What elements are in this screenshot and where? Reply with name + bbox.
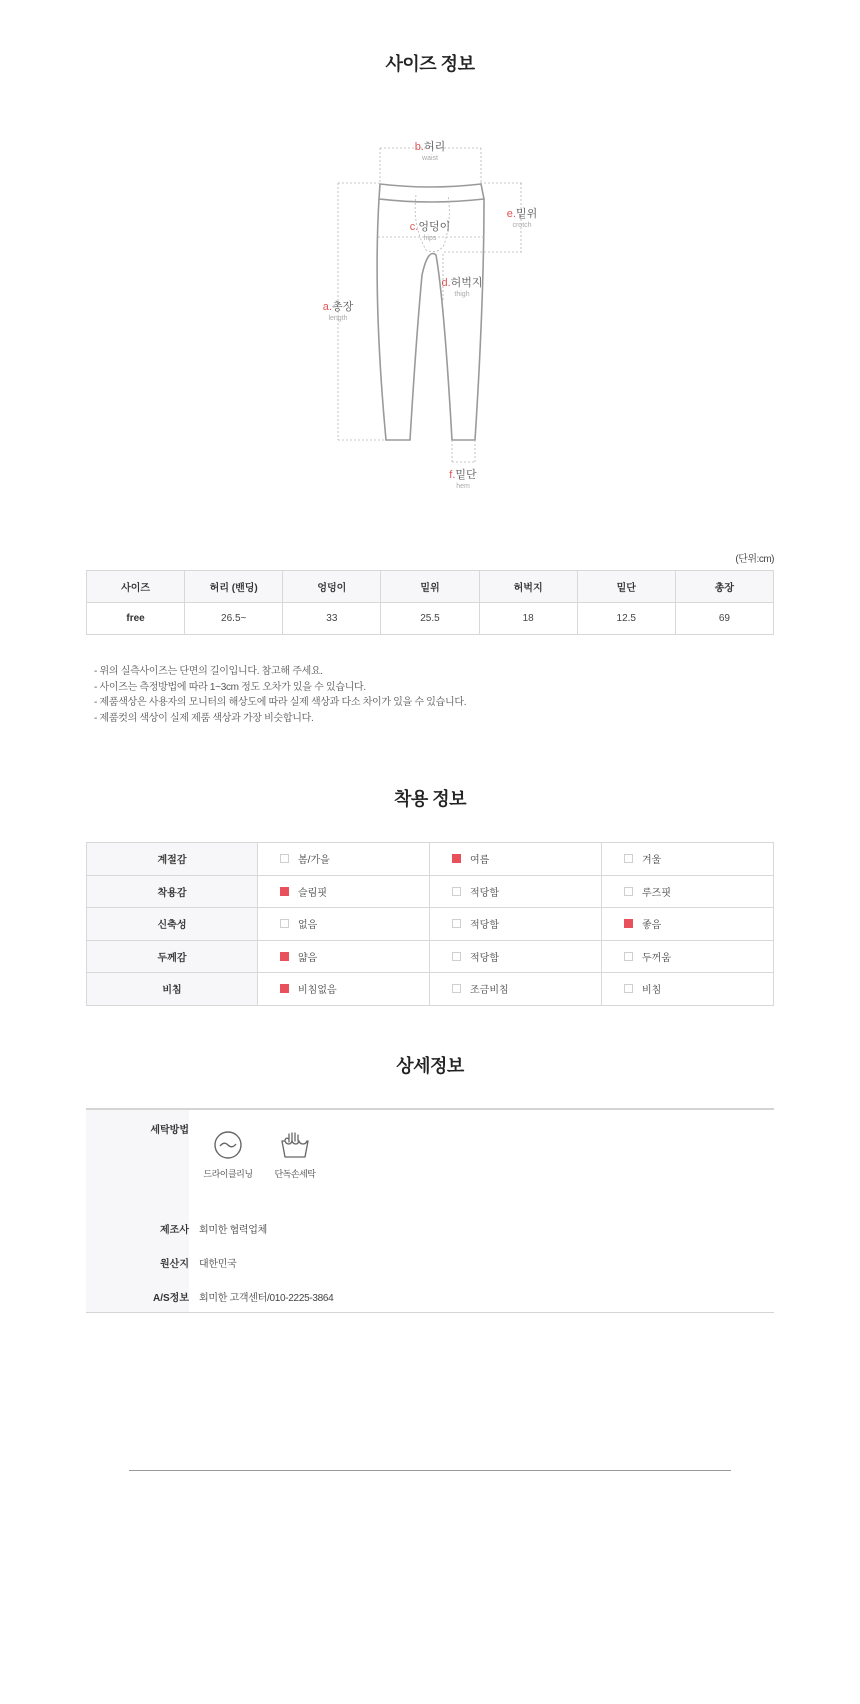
detail-info-title: 상세정보 xyxy=(396,1056,464,1076)
checkbox xyxy=(624,854,633,863)
fit-option xyxy=(258,908,430,941)
checkbox xyxy=(452,952,461,961)
as-info-label: A/S정보 xyxy=(153,1293,189,1304)
size-info-title: 사이즈 정보 xyxy=(385,54,475,74)
fit-row-label: 신축성 xyxy=(87,908,258,941)
origin-value: 대한민국 xyxy=(199,1259,237,1270)
hand-wash-icon xyxy=(280,1130,310,1160)
fit-option xyxy=(258,940,430,973)
size-table-header-row xyxy=(87,571,774,603)
size-cell: 18 xyxy=(479,603,577,635)
size-note: - 사이즈는 측정방법에 따라 1~3cm 정도 오차가 있을 수 있습니다. xyxy=(94,681,366,693)
fit-option-label: 두꺼움 xyxy=(642,952,671,964)
size-header-cell: 허리 (밴딩) xyxy=(185,571,283,603)
label-thigh-en: thigh xyxy=(454,291,470,298)
fit-row xyxy=(87,875,774,908)
label-thigh-letter: d. xyxy=(441,277,451,289)
size-note: - 위의 실측사이즈는 단면의 길이입니다. 참고해 주세요. xyxy=(94,666,323,677)
checkbox-checked xyxy=(452,854,461,863)
fit-option xyxy=(258,843,430,876)
size-table xyxy=(86,570,774,635)
fit-row-label: 착용감 xyxy=(87,875,258,908)
svg-text:c.엉덩이 xyxy=(410,219,450,233)
detail-table xyxy=(86,1108,774,1313)
label-waist xyxy=(415,139,445,162)
unit-label: (단위:cm) xyxy=(735,554,774,565)
label-crotch-ko: 밑위 xyxy=(515,208,538,220)
fit-row-label: 비침 xyxy=(87,973,258,1006)
label-waist-en: waist xyxy=(422,155,438,162)
fit-table xyxy=(86,842,774,1006)
label-hem-letter: f. xyxy=(449,469,456,481)
care-label: 드라이클리닝 xyxy=(203,1169,253,1179)
checkbox xyxy=(452,984,461,993)
fit-row xyxy=(87,940,774,973)
fit-option-label: 적당함 xyxy=(470,920,499,932)
maker-label: 제조사 xyxy=(160,1225,189,1236)
as-info-value: 회미한 고객센터/010-2225-3864 xyxy=(199,1293,334,1304)
label-crotch-letter: e. xyxy=(506,208,516,220)
size-cell: 33 xyxy=(283,603,381,635)
size-header-cell: 총장 xyxy=(675,571,773,603)
checkbox-checked xyxy=(280,984,289,993)
label-thigh xyxy=(441,275,482,298)
svg-text:e.밑위 xyxy=(507,206,537,220)
size-header-cell: 허벅지 xyxy=(479,571,577,603)
fit-option-label: 비침 xyxy=(642,985,662,997)
care-item-hand-wash xyxy=(260,1130,330,1180)
fit-option-label: 얇음 xyxy=(298,952,318,964)
svg-text:d.허벅지 xyxy=(441,275,482,289)
fit-option-label: 비침없음 xyxy=(298,985,337,997)
checkbox xyxy=(624,984,633,993)
fit-option-label: 슬림핏 xyxy=(298,887,327,899)
size-header-cell: 엉덩이 xyxy=(283,571,381,603)
size-header-cell: 밑단 xyxy=(577,571,675,603)
fit-option xyxy=(430,875,602,908)
checkbox-checked xyxy=(280,887,289,896)
fit-option-label: 루즈핏 xyxy=(642,887,671,899)
fit-info-title: 착용 정보 xyxy=(393,789,467,809)
fit-option-label: 봄/가을 xyxy=(298,855,330,867)
size-cell: 26.5~ xyxy=(185,603,283,635)
fit-option-label: 조금비침 xyxy=(470,985,509,997)
fit-option xyxy=(602,908,774,941)
svg-text:b.허리 xyxy=(415,139,445,153)
size-cell: free xyxy=(87,603,185,635)
checkbox xyxy=(452,919,461,928)
size-note: - 제품컷의 색상이 실제 제품 색상과 가장 비슷합니다. xyxy=(94,712,314,724)
label-waist-letter: b. xyxy=(414,141,424,153)
label-hips xyxy=(410,219,450,242)
fit-option xyxy=(430,940,602,973)
care-item-dry-clean xyxy=(193,1130,263,1180)
fit-option-label: 없음 xyxy=(298,920,318,932)
fit-option-label: 겨울 xyxy=(642,855,662,867)
label-crotch xyxy=(507,206,537,229)
label-hem-ko: 밑단 xyxy=(455,469,477,481)
fit-option xyxy=(602,843,774,876)
label-length-letter: a. xyxy=(322,301,332,313)
fit-row xyxy=(87,908,774,941)
pants-size-diagram xyxy=(0,0,860,500)
size-header-cell: 사이즈 xyxy=(87,571,185,603)
size-header-cell: 밑위 xyxy=(381,571,479,603)
fit-row-label: 두께감 xyxy=(87,940,258,973)
label-length xyxy=(323,299,354,322)
checkbox-checked xyxy=(280,952,289,961)
fit-option xyxy=(258,973,430,1006)
checkbox-checked xyxy=(624,919,633,928)
bottom-divider xyxy=(129,1470,731,1471)
size-notes xyxy=(94,664,466,726)
fit-option xyxy=(430,908,602,941)
checkbox xyxy=(280,854,289,863)
fit-option-label: 여름 xyxy=(470,855,490,867)
fit-option-label: 좋음 xyxy=(642,920,662,932)
size-cell: 69 xyxy=(675,603,773,635)
label-thigh-ko: 허벅지 xyxy=(450,277,483,289)
fit-row xyxy=(87,843,774,876)
checkbox xyxy=(452,887,461,896)
maker-value: 회미한 협력업체 xyxy=(199,1225,267,1236)
label-waist-ko: 허리 xyxy=(423,141,446,153)
fit-option xyxy=(430,973,602,1006)
fit-option xyxy=(602,875,774,908)
fit-row-label: 계절감 xyxy=(87,843,258,876)
fit-option xyxy=(602,940,774,973)
label-length-ko: 총장 xyxy=(331,301,354,313)
label-hips-en: hips xyxy=(423,235,437,242)
size-table-row xyxy=(87,603,774,635)
measure-guides xyxy=(338,148,522,462)
label-crotch-en: crotch xyxy=(512,222,532,229)
detail-label-column xyxy=(86,1110,189,1312)
label-hem-en: hem xyxy=(456,483,470,490)
label-hem xyxy=(449,467,477,490)
fit-option-label: 적당함 xyxy=(470,952,499,964)
fit-option xyxy=(258,875,430,908)
fit-option xyxy=(602,973,774,1006)
checkbox xyxy=(624,952,633,961)
checkbox xyxy=(280,919,289,928)
fit-option-label: 적당함 xyxy=(470,887,499,899)
label-length-en: length xyxy=(328,315,348,322)
label-hips-ko: 엉덩이 xyxy=(418,221,451,233)
svg-text:a.총장 xyxy=(323,299,354,313)
fit-option xyxy=(430,843,602,876)
svg-text:f.밑단 xyxy=(449,467,477,481)
fit-row xyxy=(87,973,774,1006)
size-cell: 12.5 xyxy=(577,603,675,635)
dry-clean-icon xyxy=(213,1130,243,1160)
care-label: 단독손세탁 xyxy=(274,1169,316,1179)
label-hips-letter: c. xyxy=(409,221,419,233)
wash-method-label: 세탁방법 xyxy=(150,1125,189,1136)
origin-label: 원산지 xyxy=(160,1259,189,1270)
size-note: - 제품색상은 사용자의 모니터의 해상도에 따라 실제 색상과 다소 차이가 있을 수 있습니다. xyxy=(94,697,467,708)
checkbox xyxy=(624,887,633,896)
size-cell: 25.5 xyxy=(381,603,479,635)
